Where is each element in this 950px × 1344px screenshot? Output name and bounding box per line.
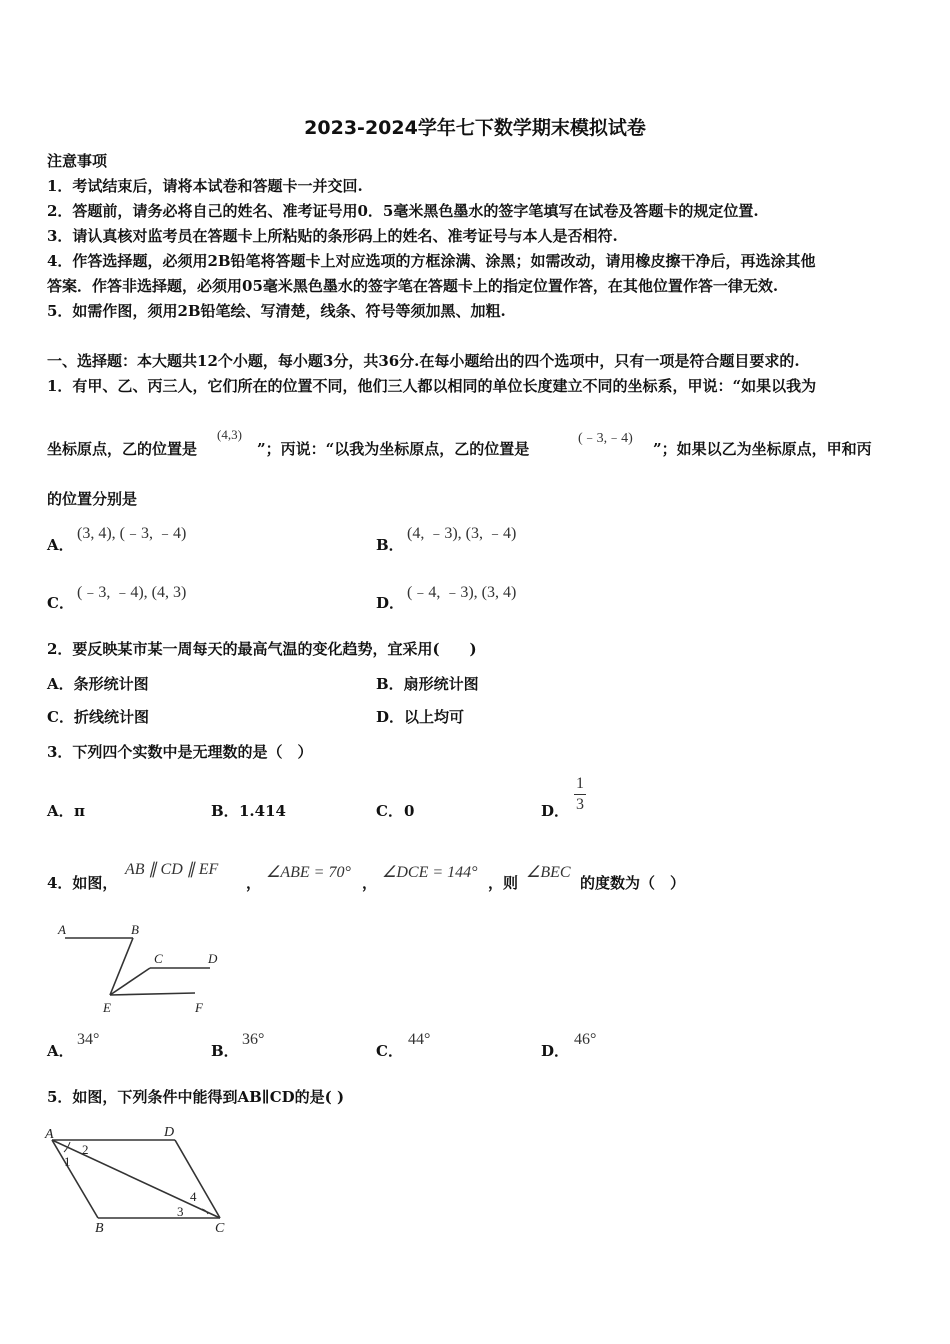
option-math: (4, ﹣3), (3, ﹣4) — [407, 525, 517, 542]
math-formula: ∠BEC — [526, 864, 571, 881]
fraction-bar — [574, 794, 586, 795]
angle-label: 4 — [190, 1189, 197, 1204]
question-1-stem-part: ”；如果以乙为坐标原点，甲和丙 — [653, 440, 872, 458]
notice-item: 1．考试结束后，请将本试卷和答题卡一并交回. — [47, 177, 363, 195]
angle-label: 2 — [82, 1142, 89, 1157]
angle-label: 1 — [64, 1154, 71, 1169]
option-value: 44° — [408, 1031, 431, 1048]
page-title: 2023-2024学年七下数学期末模拟试卷 — [304, 117, 646, 139]
question-4-stem-part: ，则 — [488, 874, 519, 892]
math-formula: ∠ABE = 70° — [266, 864, 351, 881]
notice-heading: 注意事项 — [47, 152, 108, 170]
question-4-stem-part: ， — [246, 874, 262, 892]
notice-item: 3．请认真核对监考员在答题卡上所粘贴的条形码上的姓名、准考证号与本人是否相符. — [47, 227, 618, 245]
figure-label: C — [154, 951, 163, 966]
question-1-stem-part: 坐标原点，乙的位置是 — [47, 440, 198, 458]
option-label: C． — [47, 594, 74, 612]
option-value: π — [74, 802, 85, 820]
option-label: A． — [47, 802, 74, 820]
question-4-figure — [55, 918, 235, 1018]
option: A．条形统计图 — [47, 675, 149, 693]
option-label: B． — [211, 802, 239, 820]
figure-label: A — [58, 922, 66, 937]
option-math: (﹣4, ﹣3), (3, 4) — [407, 584, 517, 601]
math-formula: (4,3) — [217, 427, 242, 442]
option-label: C． — [376, 802, 403, 820]
figure-label: A — [45, 1127, 54, 1142]
question-5-figure — [40, 1120, 240, 1235]
option: D．以上均可 — [376, 708, 465, 726]
option-label: C． — [376, 1042, 403, 1060]
question-4-stem: 4．如图， — [47, 874, 118, 892]
option-value: 0 — [404, 802, 415, 820]
option-label: D． — [541, 1042, 570, 1060]
figure-label: B — [95, 1221, 104, 1235]
option-math: (3, 4), (﹣3, ﹣4) — [77, 525, 187, 542]
question-5-stem: 5．如图，下列条件中能得到AB∥CD的是( ) — [47, 1088, 345, 1106]
fraction-numerator: 1 — [576, 775, 584, 792]
question-1-stem-part: 的位置分别是 — [47, 490, 138, 508]
option-label: D． — [541, 802, 570, 820]
angle-label: 3 — [177, 1204, 184, 1219]
figure-label: D — [208, 951, 218, 966]
figure-label: E — [103, 1000, 111, 1015]
option-label: D． — [376, 594, 405, 612]
question-1-stem: 1．有甲、乙、丙三人，它们所在的位置不同，他们三人都以相同的单位长度建立不同的坐标系，甲说：“如果以我为 — [47, 377, 817, 395]
option-label: A． — [47, 536, 74, 554]
option-label: A． — [47, 1042, 74, 1060]
notice-item: 2．答题前，请务必将自己的姓名、准考证号用0．5毫米黑色墨水的签字笔填写在试卷及答题卡的规定位置. — [47, 202, 759, 220]
fraction-one-third — [572, 775, 588, 814]
math-formula: ∠DCE = 144° — [382, 864, 478, 881]
option-value: 1.414 — [239, 802, 286, 820]
option: B．扇形统计图 — [376, 675, 479, 693]
notice-item: 4．作答选择题，必须用2B铅笔将答题卡上对应选项的方框涂满、涂黑；如需改动，请用橡皮擦干净后，再选涂其他 — [47, 252, 816, 270]
question-2-stem: 2．要反映某市某一周每天的最高气温的变化趋势，宜采用( ) — [47, 640, 477, 658]
notice-item: 5．如需作图，须用2B铅笔绘、写清楚，线条、符号等须加黑、加粗. — [47, 302, 506, 320]
option-math: (﹣3, ﹣4), (4, 3) — [77, 584, 187, 601]
option-value: 34° — [77, 1031, 100, 1048]
math-formula: AB ∥ CD ∥ EF — [125, 861, 219, 878]
figure-label: B — [131, 922, 139, 937]
figure-label: F — [195, 1000, 203, 1015]
question-1-stem-part: ”；丙说：“以我为坐标原点，乙的位置是 — [257, 440, 530, 458]
math-formula: (﹣3,﹣4) — [578, 431, 633, 446]
option-label: B． — [376, 536, 404, 554]
option: C．折线统计图 — [47, 708, 149, 726]
question-3-stem: 3．下列四个实数中是无理数的是（ ） — [47, 743, 313, 761]
notice-item: 答案．作答非选择题，必须用05毫米黑色墨水的签字笔在答题卡上的指定位置作答，在其他位置作答一律无效. — [47, 277, 779, 295]
figure-label: C — [215, 1221, 225, 1235]
option-value: 36° — [242, 1031, 265, 1048]
option-value: 46° — [574, 1031, 597, 1048]
option-label: B． — [211, 1042, 239, 1060]
question-4-stem-part: 的度数为（ ） — [580, 874, 686, 892]
section-heading: 一、选择题：本大题共12个小题，每小题3分，共36分.在每小题给出的四个选项中，只有一项是符合题目要求的. — [47, 352, 800, 370]
figure-label: D — [164, 1125, 175, 1140]
fraction-denominator: 3 — [576, 796, 584, 813]
question-4-stem-part: ， — [362, 874, 378, 892]
